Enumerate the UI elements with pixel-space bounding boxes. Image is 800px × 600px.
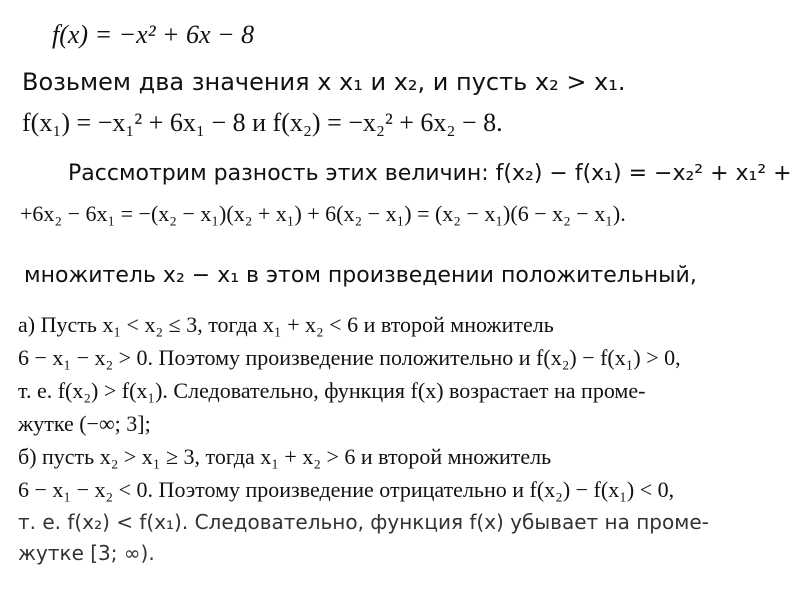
- take-two-values-text: Возьмем два значения x x₁ и x₂, и пусть x₂ > x₁.: [22, 68, 626, 96]
- case-a-line-3: т. е. f(x₂) > f(x₁). Следовательно, функция f(x) возрастает на проме-: [18, 378, 646, 403]
- case-b-line-2: 6 − x₁ − x₂ < 0. Поэтому произведение отрицательно и f(x₂) − f(x₁) < 0,: [18, 477, 675, 502]
- case-a-line-2: 6 − x₁ − x₂ > 0. Поэтому произведение положительно и f(x₂) − f(x₁) > 0,: [18, 345, 681, 370]
- function-values-formula: f(x₁) = −x₁² + 6x₁ − 8 и f(x₂) = −x₂² + 6x₂ − 8.: [22, 108, 503, 137]
- difference-intro-text: Рассмотрим разность этих величин: f(x₂) − f(x₁) = −x₂² + x₁² +: [68, 161, 792, 186]
- difference-expansion-formula: +6x₂ − 6x₁ = −(x₂ − x₁)(x₂ + x₁) + 6(x₂ − x₁) = (x₂ − x₁)(6 − x₂ − x₁).: [20, 201, 626, 226]
- case-a-line-1: а) Пусть x₁ < x₂ ≤ 3, тогда x₁ + x₂ < 6 и второй множитель: [18, 312, 554, 337]
- case-b-line-4: жутке [3; ∞).: [18, 541, 155, 565]
- function-definition: f(x) = −x² + 6x − 8: [52, 20, 255, 49]
- case-a-line-4: жутке (−∞; 3];: [18, 411, 151, 436]
- case-b-line-1: б) пусть x₂ > x₁ ≥ 3, тогда x₁ + x₂ > 6 и второй множитель: [18, 444, 552, 469]
- case-b-line-3: т. е. f(x₂) < f(x₁). Следовательно, функция f(x) убывает на проме-: [18, 510, 709, 534]
- factor-positive-text: множитель x₂ − x₁ в этом произведении положительный,: [24, 263, 697, 288]
